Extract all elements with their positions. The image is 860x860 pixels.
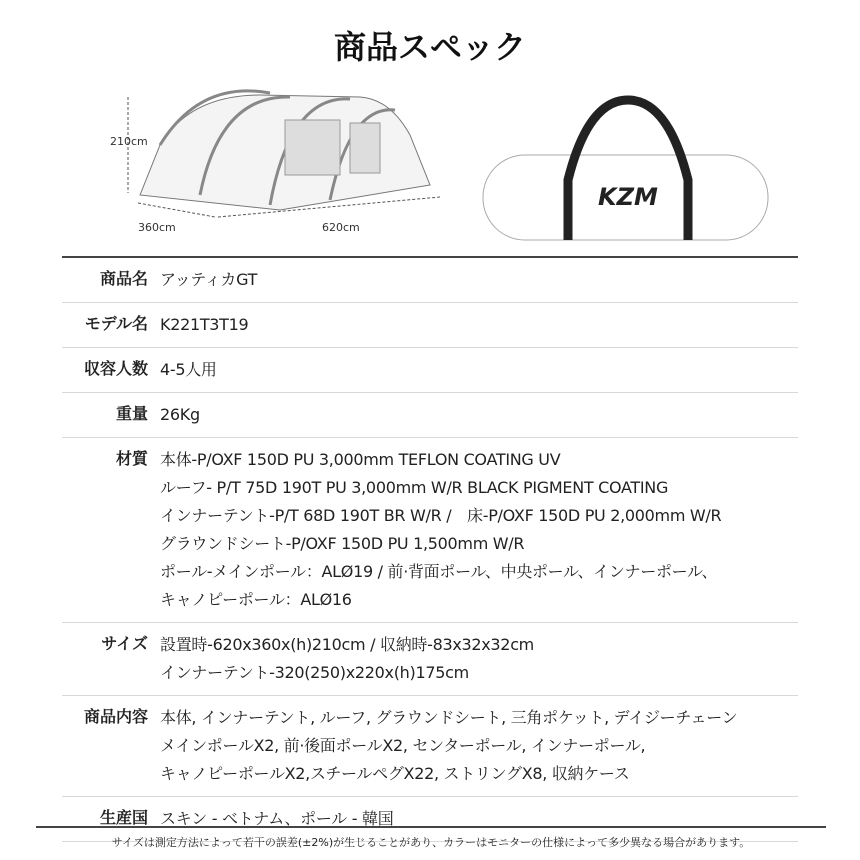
storage-bag-illustration <box>478 90 778 254</box>
height-dimension: 210cm <box>110 135 148 148</box>
spec-value-line: 26Kg <box>160 405 200 424</box>
spec-value <box>148 311 248 339</box>
spec-value-line: 4-5人用 <box>160 360 217 379</box>
spec-table <box>62 256 798 842</box>
spec-value-line: メインポールX2, 前·後面ポールX2, センターポール, インナーポール, <box>160 736 646 755</box>
spec-label: 生産国 <box>99 808 148 827</box>
spec-value <box>148 631 534 687</box>
spec-value <box>148 704 737 788</box>
spec-row <box>62 303 798 348</box>
spec-value-line: インナーテント-320(250)x220x(h)175cm <box>160 663 469 682</box>
spec-label: モデル名 <box>84 314 148 333</box>
spec-label: サイズ <box>101 634 148 653</box>
spec-value <box>148 401 200 429</box>
spec-value-line: ルーフ- P/T 75D 190T PU 3,000mm W/R BLACK PIGMENT COATING <box>160 478 669 497</box>
spec-row <box>62 696 798 797</box>
spec-row <box>62 258 798 303</box>
spec-value <box>148 356 217 384</box>
spec-value-line: スキン - ベトナム、ポール - 韓国 <box>160 809 394 828</box>
spec-value-line: アッティカGT <box>160 270 258 289</box>
spec-value-line: キャノピーポール：ALØ16 <box>160 590 352 609</box>
spec-value-line: 本体-P/OXF 150D PU 3,000mm TEFLON COATING UV <box>160 450 561 469</box>
tent-illustration <box>100 85 450 229</box>
spec-label: 重量 <box>115 404 148 423</box>
disclaimer-note: サイズは測定方法によって若干の誤差(±2%)が生じることがあり、カラーはモニターの仕様によって多少異なる場合があります。 <box>36 826 826 850</box>
spec-row <box>62 438 798 623</box>
spec-label: 材質 <box>115 449 148 468</box>
spec-value-line: K221T3T19 <box>160 315 249 334</box>
bag-logo: KZM <box>598 183 658 211</box>
spec-row <box>62 623 798 696</box>
width-dimension: 360cm <box>138 221 176 234</box>
length-dimension: 620cm <box>322 221 360 234</box>
spec-value-line: グラウンドシート-P/OXF 150D PU 1,500mm W/R <box>160 534 525 553</box>
spec-row <box>62 393 798 438</box>
spec-value-line: 本体, インナーテント, ルーフ, グラウンドシート, 三角ポケット, デイジーチェーン <box>160 708 738 727</box>
spec-value-line: ポール-メインポール：ALØ19 / 前·背面ポール、中央ポール、インナーポール、 <box>160 562 718 581</box>
spec-value <box>148 266 257 294</box>
spec-label: 収容人数 <box>83 359 148 378</box>
spec-value-line: 設置時-620x360x(h)210cm / 収納時-83x32x32cm <box>160 635 534 654</box>
spec-value <box>148 446 721 614</box>
spec-label: 商品内容 <box>83 707 148 726</box>
page-title: 商品スペック <box>333 28 526 66</box>
spec-label: 商品名 <box>99 269 148 288</box>
spec-value-line: キャノピーポールX2,スチールペグX22, ストリングX8, 収納ケース <box>160 764 630 783</box>
spec-value-line: インナーテント-P/T 68D 190T BR W/R / 床-P/OXF 150D PU 2,000mm W/R <box>160 506 722 525</box>
spec-row <box>62 348 798 393</box>
